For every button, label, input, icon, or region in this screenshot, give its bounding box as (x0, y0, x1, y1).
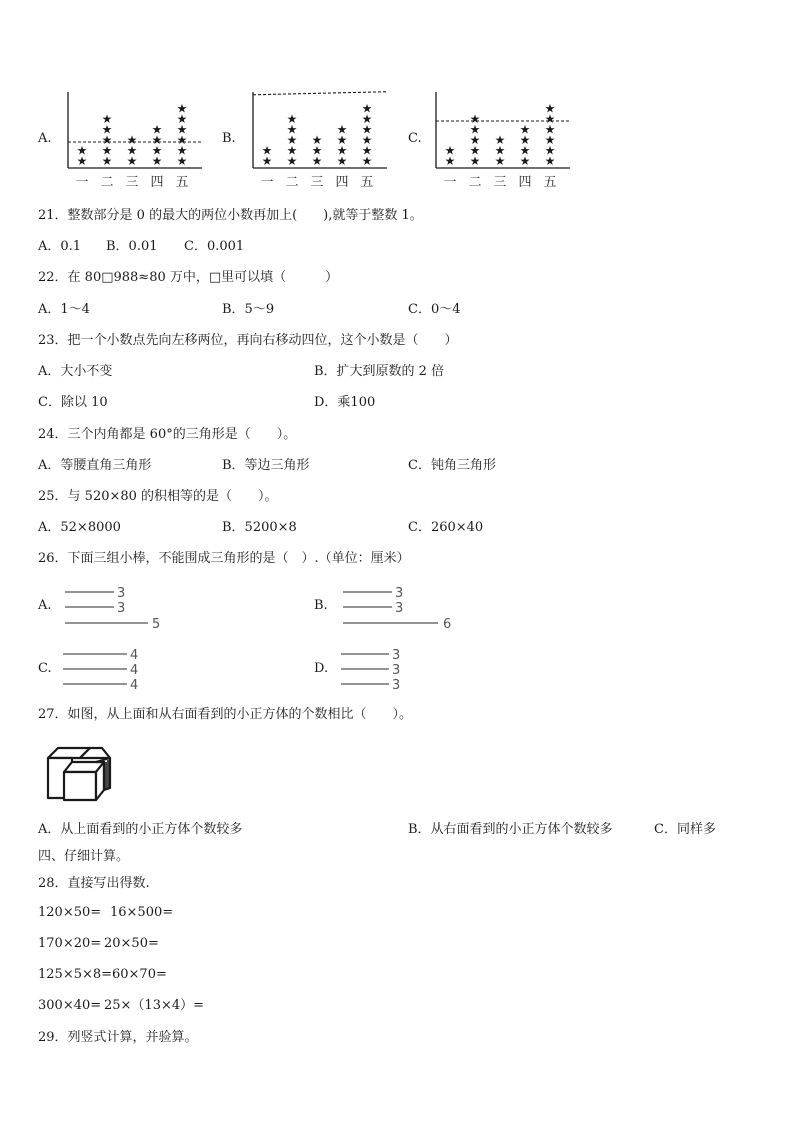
day-tick-label: 二 (468, 175, 482, 190)
section-heading: 四、仔细计算。 (38, 849, 130, 864)
q23-option-c[interactable]: C．除以 10 (38, 395, 108, 410)
average-dashed-line (253, 92, 387, 95)
star-mark: ★ (469, 133, 481, 147)
day-tick-label: 三 (493, 175, 507, 190)
stick-length: 3 (395, 601, 404, 616)
star-mark: ★ (101, 112, 113, 126)
star-mark: ★ (176, 122, 188, 137)
pictograph-a (60, 88, 210, 193)
day-tick-label: 五 (543, 175, 557, 190)
day-tick-label: 一 (75, 175, 89, 190)
star-mark: ★ (101, 154, 113, 168)
star-mark: ★ (361, 101, 373, 116)
q28-item: 60×70= (112, 967, 167, 982)
q25-option-a[interactable]: A．52×8000 (38, 520, 121, 535)
stick-length: 4 (130, 663, 139, 678)
star-mark: ★ (176, 133, 188, 147)
q25-option-c[interactable]: C．260×40 (408, 520, 484, 535)
star-mark: ★ (261, 154, 273, 168)
star-mark: ★ (519, 143, 531, 158)
day-tick-label: 三 (125, 175, 139, 190)
q28-item: 20×50= (104, 936, 159, 951)
q29-stem: 29．列竖式计算，并验算。 (38, 1030, 198, 1045)
star-mark: ★ (126, 154, 138, 168)
star-mark: ★ (76, 143, 88, 158)
star-mark: ★ (286, 122, 298, 137)
star-mark: ★ (101, 143, 113, 158)
q21-stem: 21．整数部分是 0 的最大的两位小数再加上( ),就等于整数 1。 (38, 208, 423, 223)
q28-item: 170×20= (38, 936, 102, 951)
q22-option-c[interactable]: C．0～4 (408, 302, 461, 317)
q27-stem: 27．如图，从上面和从右面看到的小正方体的个数相比（ ）。 (38, 707, 413, 722)
star-mark: ★ (336, 154, 348, 168)
day-tick-label: 五 (360, 175, 374, 190)
star-mark: ★ (444, 143, 456, 158)
star-mark: ★ (126, 133, 138, 147)
star-mark: ★ (286, 154, 298, 168)
q22-stem: 22．在 80□988≈80 万中，□里可以填（ ） (38, 270, 339, 285)
star-mark: ★ (336, 133, 348, 147)
stick-length: 4 (130, 648, 139, 663)
star-mark: ★ (361, 154, 373, 168)
q26-sticks-a (62, 584, 172, 630)
q27-option-c[interactable]: C．同样多 (654, 822, 716, 837)
star-mark: ★ (519, 154, 531, 168)
stick-length: 3 (117, 586, 126, 601)
star-mark: ★ (544, 154, 556, 168)
star-mark: ★ (151, 133, 163, 147)
star-mark: ★ (311, 133, 323, 147)
star-mark: ★ (494, 143, 506, 158)
day-tick-label: 二 (285, 175, 299, 190)
day-tick-label: 三 (310, 175, 324, 190)
star-mark: ★ (176, 101, 188, 116)
star-mark: ★ (151, 122, 163, 137)
star-mark: ★ (469, 122, 481, 137)
star-mark: ★ (361, 122, 373, 137)
q23-option-b[interactable]: B．扩大到原数的 2 倍 (314, 364, 445, 379)
star-mark: ★ (286, 133, 298, 147)
day-tick-label: 五 (175, 175, 189, 190)
star-mark: ★ (494, 133, 506, 147)
q26-sticks-b (340, 584, 465, 630)
star-mark: ★ (151, 154, 163, 168)
star-mark: ★ (336, 143, 348, 158)
stick-length: 4 (130, 678, 139, 693)
star-mark: ★ (126, 143, 138, 158)
star-mark: ★ (286, 112, 298, 126)
star-mark: ★ (469, 143, 481, 158)
star-mark: ★ (176, 112, 188, 126)
q23-stem: 23．把一个小数点先向左移两位，再向右移动四位，这个小数是（ ） (38, 333, 458, 348)
q28-item: 25×（13×4）= (104, 998, 205, 1013)
star-mark: ★ (176, 143, 188, 158)
star-mark: ★ (444, 154, 456, 168)
pictograph-c-label: C. (408, 131, 422, 146)
q24-stem: 24．三个内角都是 60°的三角形是（ ）。 (38, 427, 297, 442)
q28-item: 16×500= (110, 905, 174, 920)
stick-length: 3 (392, 648, 401, 663)
q24-option-c[interactable]: C．钝角三角形 (408, 458, 496, 473)
q28-item: 125×5×8= (38, 967, 113, 982)
day-tick-label: 一 (443, 175, 457, 190)
pictograph-b (245, 88, 395, 193)
q26-option-b-label[interactable]: B. (314, 598, 328, 613)
pictograph-a-label: A. (38, 131, 52, 146)
q26-option-d-label[interactable]: D. (314, 661, 329, 676)
star-mark: ★ (76, 154, 88, 168)
day-tick-label: 四 (335, 175, 349, 190)
cube-face (64, 772, 96, 800)
stick-length: 5 (152, 617, 161, 630)
star-mark: ★ (361, 133, 373, 147)
q27-option-a[interactable]: A．从上面看到的小正方体个数较多 (38, 822, 243, 837)
day-tick-label: 四 (518, 175, 532, 190)
stick-length: 3 (392, 678, 401, 693)
q27-option-b[interactable]: B．从右面看到的小正方体个数较多 (408, 822, 613, 837)
star-mark: ★ (519, 122, 531, 137)
q26-sticks-c (60, 645, 150, 693)
q21-option-c[interactable]: C．0.001 (184, 239, 245, 254)
star-mark: ★ (494, 154, 506, 168)
q24-option-a[interactable]: A．等腰直角三角形 (38, 458, 152, 473)
star-mark: ★ (469, 154, 481, 168)
stick-length: 3 (395, 586, 404, 601)
star-mark: ★ (544, 143, 556, 158)
day-tick-label: 一 (260, 175, 274, 190)
star-mark: ★ (361, 112, 373, 126)
q21-option-a[interactable]: A．0.1 (38, 239, 82, 254)
star-mark: ★ (361, 143, 373, 158)
q24-option-b[interactable]: B．等边三角形 (222, 458, 310, 473)
star-mark: ★ (544, 122, 556, 137)
star-mark: ★ (151, 143, 163, 158)
q23-option-d[interactable]: D．乘100 (314, 395, 376, 410)
stick-length: 3 (392, 663, 401, 678)
q22-option-a[interactable]: A．1～4 (38, 302, 90, 317)
star-mark: ★ (286, 143, 298, 158)
star-mark: ★ (544, 133, 556, 147)
q28-item: 120×50= (38, 905, 102, 920)
q23-option-a[interactable]: A．大小不变 (38, 364, 113, 379)
star-mark: ★ (544, 112, 556, 126)
q28-item: 300×40= (38, 998, 102, 1013)
pictograph-c (428, 88, 578, 193)
star-mark: ★ (101, 122, 113, 137)
star-mark: ★ (176, 154, 188, 168)
q26-option-c-label[interactable]: C. (38, 661, 52, 676)
stick-length: 6 (443, 617, 452, 630)
star-mark: ★ (469, 112, 481, 126)
star-mark: ★ (544, 101, 556, 116)
q26-option-a-label[interactable]: A. (38, 598, 52, 613)
star-mark: ★ (261, 143, 273, 158)
star-mark: ★ (519, 133, 531, 147)
q28-stem: 28．直接写出得数. (38, 876, 150, 891)
q26-stem: 26．下面三组小棒，不能围成三角形的是（ ）.（单位：厘米） (38, 551, 410, 566)
star-mark: ★ (101, 133, 113, 147)
star-mark: ★ (311, 154, 323, 168)
q25-option-b[interactable]: B．5200×8 (222, 520, 297, 535)
q22-option-b[interactable]: B．5～9 (222, 302, 275, 317)
q21-option-b[interactable]: B．0.01 (106, 239, 158, 254)
pictograph-b-label: B. (222, 131, 236, 146)
star-mark: ★ (311, 143, 323, 158)
star-mark: ★ (336, 122, 348, 137)
q26-sticks-d (338, 645, 418, 693)
q25-stem: 25．与 520×80 的积相等的是（ ）。 (38, 489, 278, 504)
day-tick-label: 二 (100, 175, 114, 190)
stick-length: 3 (117, 601, 126, 616)
cube-stack-figure (40, 740, 116, 804)
day-tick-label: 四 (150, 175, 164, 190)
